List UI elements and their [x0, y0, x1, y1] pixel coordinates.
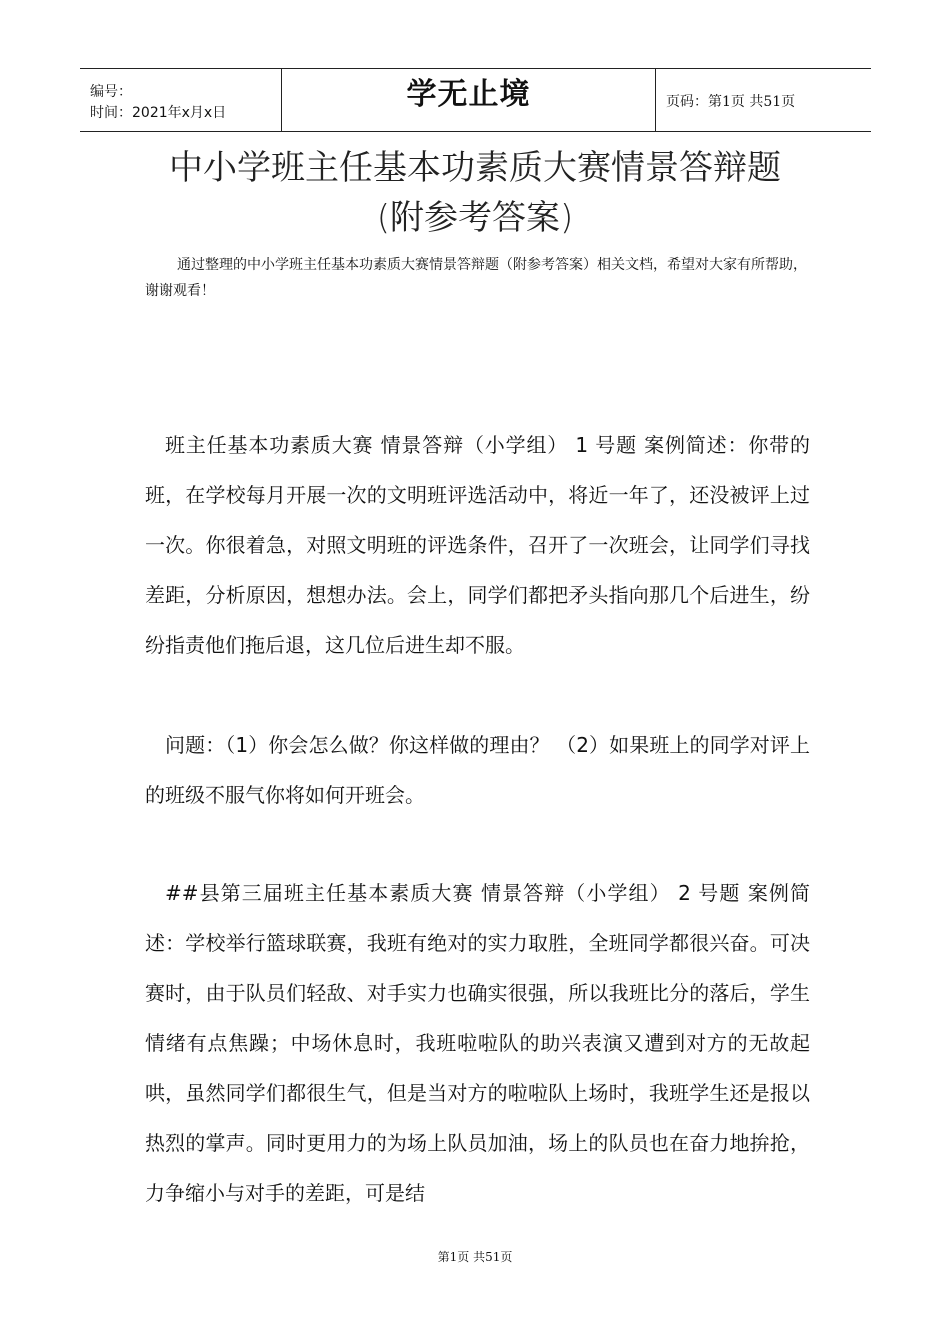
time-label: 时间：2021年x月x日 [90, 105, 227, 121]
body-paragraph-2: 问题：（1）你会怎么做？你这样做的理由？ （2）如果班上的同学对评上的班级不服气你将如何开班会。 [145, 733, 810, 807]
body-paragraph-3: ##县第三届班主任基本素质大赛 情景答辩（小学组） 2 号题 案例简述：学校举行篮球联赛，我班有绝对的实力取胜，全班同学都很兴奋。可决赛时，由于队员们轻敌、对手实力也确实很强，所以我班比分的落后，学生情绪有点焦躁；中场休息时，我班啦啦队的助兴表演又遭到对方的无故起哄，虽然同学们都很生气，但是当对方的啦啦队上场时，我班学生还是报以热烈的掌声。同时更用力的为场上队员加油，场上的队员也在奋力地拚抢，力争缩小与对手的差距，可是结 [145, 881, 810, 1205]
page-footer: 第1页 共51页 [437, 1250, 513, 1264]
brand-title: 学无止境 [406, 77, 531, 112]
header-page-cell [656, 69, 871, 131]
header-brand-cell [282, 69, 656, 131]
intro-paragraph: 通过整理的中小学班主任基本功素质大赛情景答辩题（附参考答案）相关文档，希望对大家有所帮助，谢谢观看！ [145, 257, 807, 299]
serial-label: 编号： [90, 84, 132, 100]
document-title-line1: 中小学班主任基本功素质大赛情景答辩题 [169, 148, 781, 188]
header-meta-cell [80, 69, 282, 131]
document-title-line2: (附参考答案) [376, 198, 574, 238]
header-page-number: 页码：第1页 共51页 [666, 94, 796, 110]
page-header [80, 68, 871, 132]
body-paragraph-1: 班主任基本功素质大赛 情景答辩（小学组） 1 号题 案例简述：你带的班，在学校每月开展一次的文明班评选活动中，将近一年了，还没被评上过一次。你很着急，对照文明班的评选条件，召开了一次班会，让同学们寻找差距，分析原因，想想办法。会上，同学们都把矛头指向那几个后进生，纷纷指责他们拖后退，这几位后进生却不服。 [145, 433, 810, 657]
